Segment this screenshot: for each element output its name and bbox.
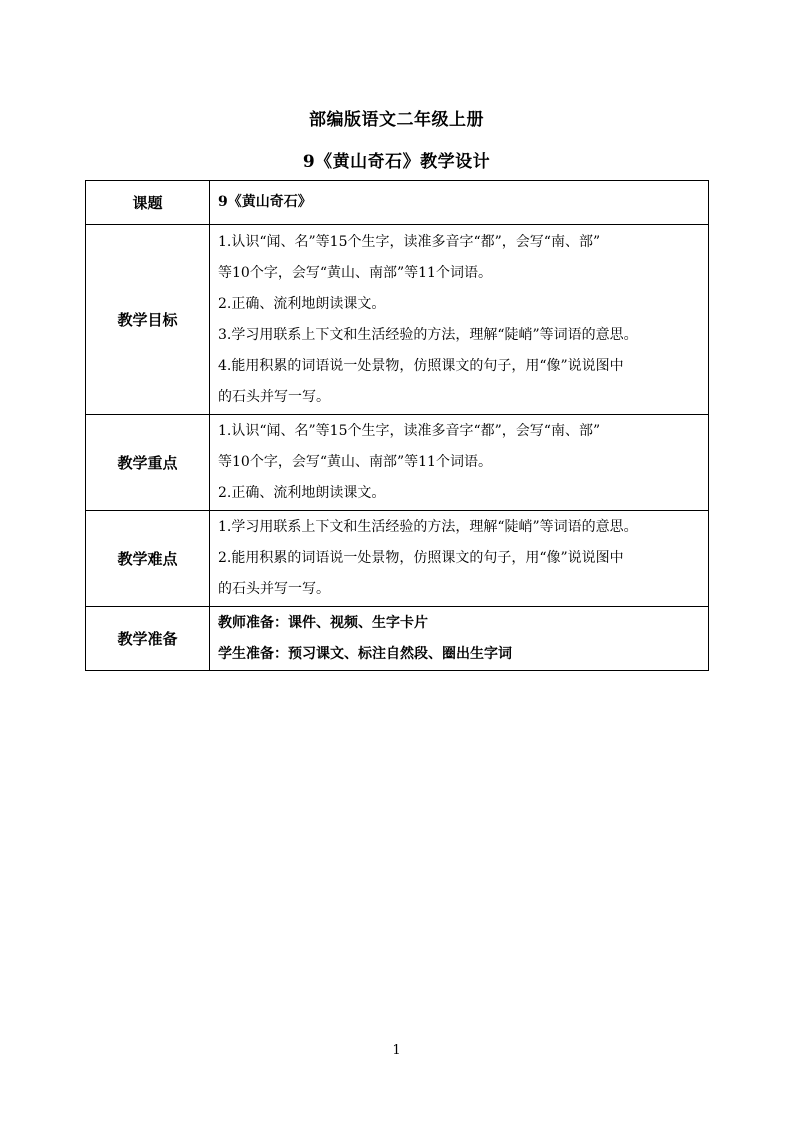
table-row-difficulties bbox=[86, 511, 709, 607]
page-number: 1 bbox=[392, 1043, 401, 1058]
goals-content bbox=[210, 225, 709, 415]
preparation-content bbox=[210, 607, 709, 671]
goals-line: 的石头并写一写。 bbox=[218, 388, 330, 405]
table-row-preparation bbox=[86, 607, 709, 671]
preparation-line: 学生准备：预习课文、标注自然段、圈出生字词 bbox=[218, 645, 512, 662]
difficulties-label: 教学难点 bbox=[86, 511, 210, 607]
key-points-line: 2.正确、流利地朗读课文。 bbox=[218, 485, 386, 501]
difficulties-line: 1.学习用联系上下文和生活经验的方法，理解“陡峭”等词语的意思。 bbox=[218, 519, 638, 535]
preparation-label: 教学准备 bbox=[86, 607, 210, 671]
topic-value: 9《黄山奇石》 bbox=[210, 181, 709, 225]
key-points-line: 等10个字，会写“黄山、南部”等11个词语。 bbox=[218, 454, 492, 470]
difficulties-line: 2.能用积累的词语说一处景物，仿照课文的句子，用“像”说说图中 bbox=[218, 550, 624, 566]
table-row-goals bbox=[86, 225, 709, 415]
table-row-topic bbox=[86, 181, 709, 225]
topic-label: 课题 bbox=[86, 181, 210, 225]
goals-line: 4.能用积累的词语说一处景物，仿照课文的句子，用“像”说说图中 bbox=[218, 357, 624, 374]
goals-line: 2.正确、流利地朗读课文。 bbox=[218, 295, 386, 312]
document-subtitle: 9《黄山奇石》教学设计 bbox=[302, 152, 491, 172]
goals-label: 教学目标 bbox=[86, 225, 210, 415]
difficulties-content bbox=[210, 511, 709, 607]
table-row-key-points bbox=[86, 415, 709, 511]
key-points-content bbox=[210, 415, 709, 511]
preparation-line: 教师准备：课件、视频、生字卡片 bbox=[218, 614, 428, 631]
document-title: 部编版语文二年级上册 bbox=[309, 110, 484, 130]
key-points-line: 1.认识“闻、名”等15个生字，读准多音字“都”，会写“南、部” bbox=[218, 423, 601, 439]
goals-line: 3.学习用联系上下文和生活经验的方法，理解“陡峭”等词语的意思。 bbox=[218, 326, 638, 343]
key-points-label: 教学重点 bbox=[86, 415, 210, 511]
lesson-plan-table bbox=[85, 180, 709, 671]
difficulties-line: 的石头并写一写。 bbox=[218, 581, 330, 597]
goals-line: 等10个字，会写“黄山、南部”等11个词语。 bbox=[218, 264, 492, 281]
goals-line: 1.认识“闻、名”等15个生字，读准多音字“都”，会写“南、部” bbox=[218, 233, 601, 250]
